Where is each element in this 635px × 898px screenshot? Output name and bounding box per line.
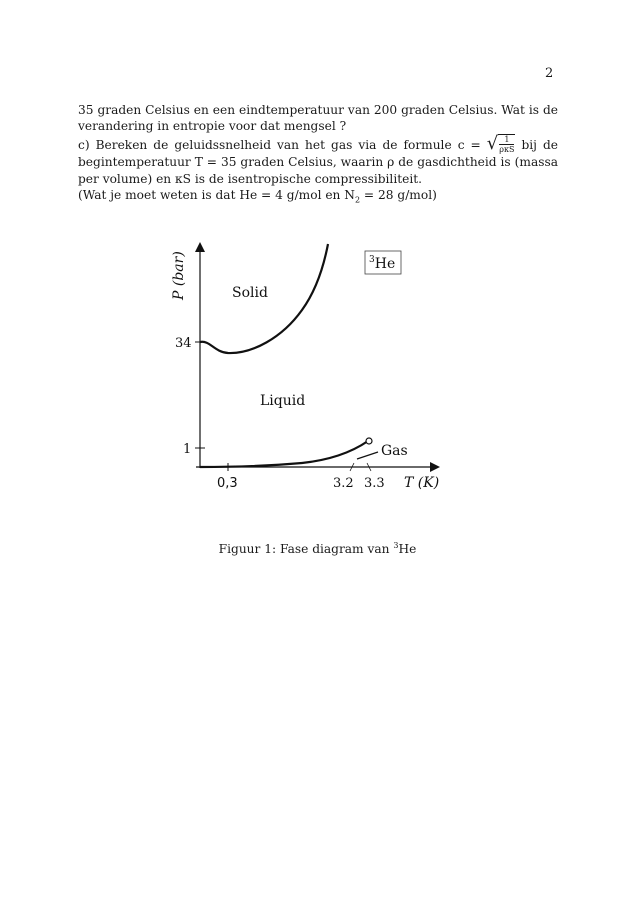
critical-point bbox=[366, 438, 372, 444]
note-start: (Wat je moet weten is dat He = 4 g/mol en N bbox=[78, 187, 355, 202]
vapor-pressure-curve bbox=[200, 441, 368, 467]
paragraph-entropy: 35 graden Celsius en een eindtemperatuur van 200 graden Celsius. Wat is de verandering in entropie voor dat mengsel ? bbox=[78, 103, 558, 134]
sqrt-symbol: √ bbox=[486, 133, 499, 155]
formula-rest: bij de begintemperatuur T = 35 graden Celsius, waarin ρ de gasdichtheid is (massa per volume) en κS is de isentropische compressibiliteit. bbox=[78, 138, 558, 186]
gas-pointer bbox=[357, 452, 378, 459]
legend-label: He bbox=[374, 256, 396, 272]
fraction-denominator: ρκS bbox=[499, 145, 515, 155]
legend-superscript: 3 bbox=[369, 255, 375, 265]
region-label-gas: Gas bbox=[381, 443, 408, 459]
figure-caption bbox=[0, 541, 635, 556]
region-label-liquid: Liquid bbox=[260, 393, 306, 409]
fraction-numerator: 1 bbox=[499, 135, 514, 145]
note-subscript: 2 bbox=[354, 195, 361, 205]
caption-text: Figuur 1: Fase diagram van bbox=[218, 542, 394, 557]
y-axis-label: P (bar) bbox=[171, 251, 187, 300]
caption-element: He bbox=[398, 542, 417, 557]
y-tick-label-1: 1 bbox=[183, 442, 192, 457]
note-end: = 28 g/mol) bbox=[360, 187, 437, 202]
x-axis-label: T (K) bbox=[404, 475, 440, 491]
x-tick-label-3-2: 3.2 bbox=[333, 476, 354, 491]
page-number: 2 bbox=[545, 66, 554, 81]
region-label-solid: Solid bbox=[232, 285, 268, 301]
y-tick-label-34: 34 bbox=[175, 336, 192, 351]
x-tick-label-3-3: 3.3 bbox=[364, 476, 385, 491]
formula-intro: c) Bereken de geluidssnelheid van het gas via de formule c = bbox=[78, 138, 487, 153]
caption-superscript: 3 bbox=[393, 541, 399, 550]
x-tick-label-0-3: 0,3 bbox=[217, 476, 238, 491]
